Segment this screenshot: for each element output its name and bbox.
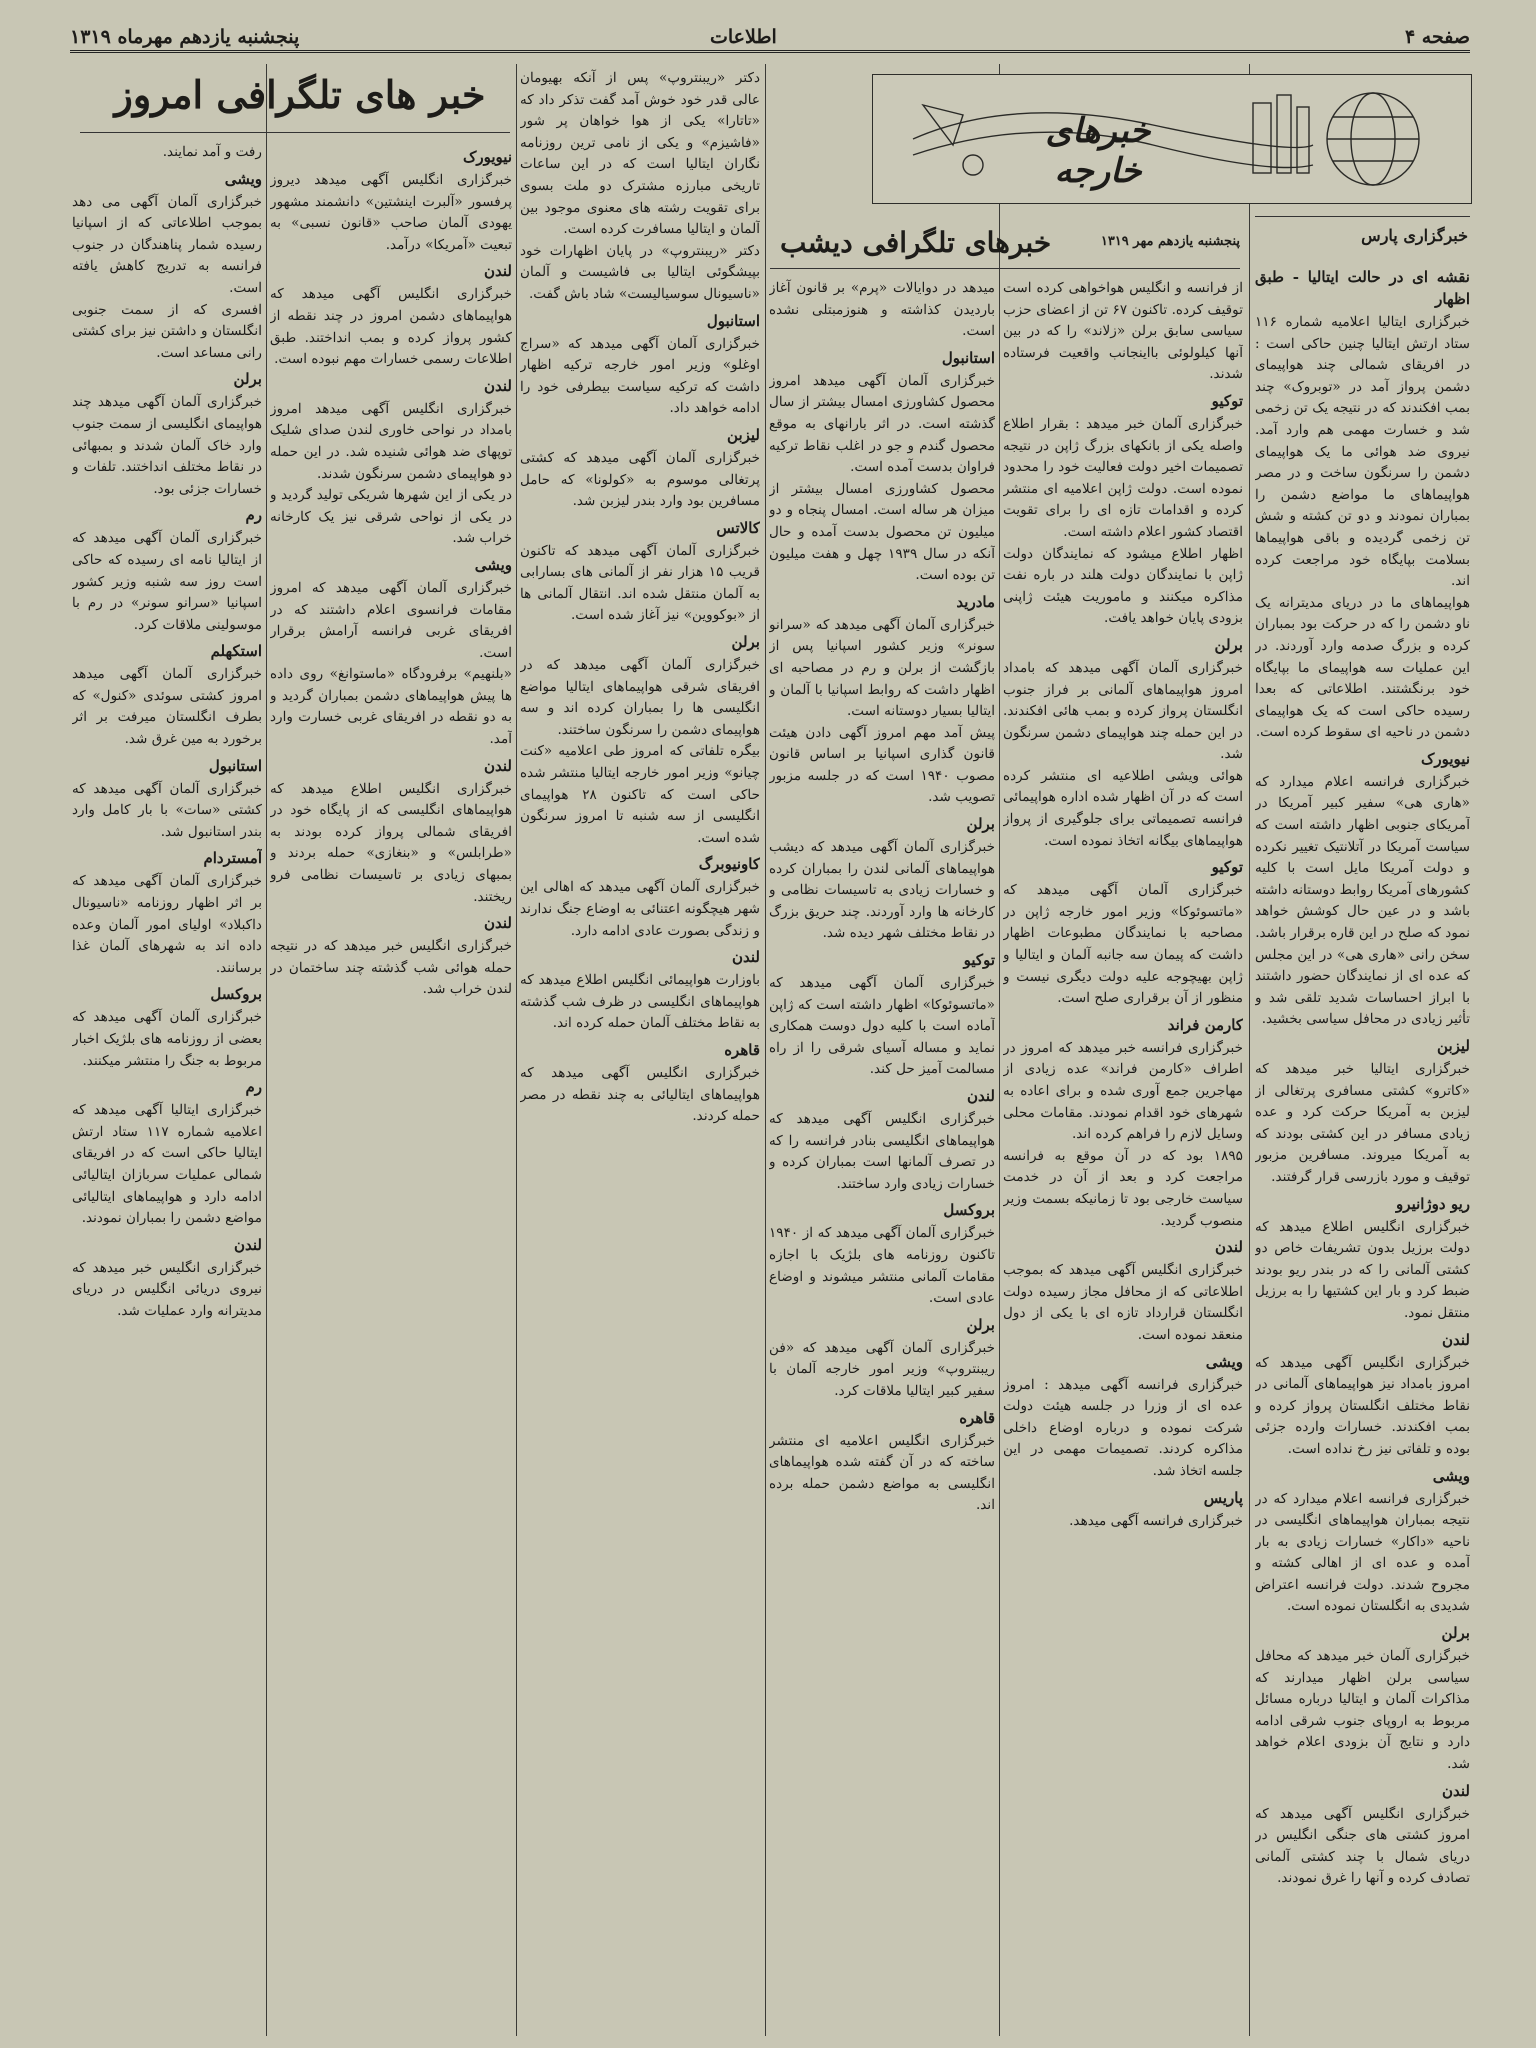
article-paragraph: خبرگزاری انگلیس آگهی میدهد که امروز کشتی های جنگی انگلیس در دریای شمال با چند کشتی آلمانی تصادف کرده و آنها را غرق نمودند.	[1255, 1805, 1470, 1887]
news-column-6	[72, 142, 262, 2028]
center-section-header	[770, 226, 1240, 266]
article-dateline: لندن	[484, 262, 512, 281]
article-dateline: لندن	[1215, 1238, 1243, 1257]
article-paragraph: خبرگزاری انگلیس اعلامیه ای منتشر ساخته که در آن گفته شده هواپیماهای انگلیسی به مواضع دشمن حمله برده اند.	[769, 1432, 995, 1514]
article-dateline: استانبول	[941, 348, 995, 367]
article-paragraph: خبرگزاری آلمان آگهی میدهد امروز محصول کشاورزی امسال بیشتر از سال گذشته است. در اثر بارانهای به موقع محصول گندم و جو در اغلب نقاط ترکیه فراوان بدست آمده است.	[769, 372, 995, 476]
column-rule	[765, 64, 766, 2036]
article-dateline: مادرید	[956, 592, 995, 611]
article-paragraph: «بلنهیم» برفرودگاه «ماستوانغ» روی داده ها پیش هواپیماهای دشمن بمباران گردید و به دو نقطه در افریقای غربی خسارت وارد آمد.	[270, 666, 512, 748]
news-column-3	[769, 278, 995, 2028]
article-paragraph: بیگره تلفاتی که امروز طی اعلامیه «کنت چیانو» وزیر امور خارجه ایتالیا منتشر شده حاکی است که تاکنون ۲۸ هواپیمای انگلیسی از سه شنبه تا امروز سرنگون شده است.	[520, 743, 760, 846]
article-paragraph: خبرگزاری ایتالیا خبر میدهد که «کاترو» کشتی مسافری پرتغالی از لیزبن به آمریکا حرکت کرد و عده زیادی مسافر در این کشتی بودند که به آمریکا میروند. مسافرین مزبور توقیف و مورد بازرسی قرار گرفتند.	[1255, 1061, 1470, 1185]
column-rule	[266, 64, 267, 2036]
article-dateline: کاونیوبرگ	[698, 855, 760, 874]
article-paragraph: میدهد در دوایالات «پرم» بر قانون آغاز باردیدن کذاشته و هنوزمبتلی نشده است.	[769, 280, 995, 340]
article-paragraph: خبرگزاری آلمان آگهی میدهد که «فن ریبنتروپ» وزیر امور خارجه آلمان با سفیر کبیر ایتالیا ملاقات کرد.	[769, 1339, 995, 1399]
divider	[770, 268, 1240, 269]
article-paragraph: خبرگزاری آلمان خبر میدهد که محافل سیاسی برلن اظهار میدارند که مذاکرات آلمان و ایتالیا درباره مسائل مربوط به اروپای جنوب شرقی ادامه دارد و نتایج آن بزودی اعلام خواهد شد.	[1255, 1648, 1470, 1773]
column-rule	[516, 64, 517, 2036]
article-dateline: کارمن فراند	[1167, 1015, 1243, 1034]
article-paragraph: خبرگزاری فرانسه اعلام میدارد که «هاری هی» سفیر کبیر آمریکا در آمریکای جنوبی اظهار داشته است که سیاست آمریکا در آتلانتیک تغییر نکرده و دولت آمریکا مایل است با کلیه کشورهای آمریکا روابط دوستانه داشته باشد و در عین حال کوشش خواهد نمود که صلح در این قاره برقرار باشد.	[1255, 773, 1470, 942]
article-paragraph: خبرگزاری انگلیس خبر میدهد که نیروی دریائی انگلیس در دریای مدیترانه وارد عملیات شد.	[72, 1259, 262, 1319]
article-paragraph: خبرگزاری آلمان آگهی میدهد که «ماتسوئوکا» وزیر امور خارجه ژاپن در مصاحبه با نمایندگان مطبوعات اظهار داشت که پیمان سه جانبه آلمان و ایتالیا و ژاپن بهیچوجه علیه دولت دیگری نیست و منظور از آن برقراری صلح است.	[1003, 882, 1243, 1007]
article-dateline: لندن	[967, 1087, 995, 1105]
article-dateline: لیزبن	[727, 425, 760, 444]
article-paragraph: خبرگزاری آلمان آگهی میدهد که کشتی «سات» با بار کامل وارد بندر استانبول شد.	[72, 780, 262, 840]
center-section-headline: خبرهای تلگرافی دیشب	[780, 226, 1052, 259]
article-dateline: برلن	[1214, 635, 1243, 654]
article-dateline: لندن	[234, 1235, 262, 1254]
article-dateline: توکیو	[963, 951, 995, 970]
foreign-news-banner	[872, 74, 1472, 204]
article-dateline: لندن	[732, 948, 760, 967]
article-paragraph: خبرگزاری آلمان آگهی میدهد که اهالی این شهر هیچگونه اعتنائی به اوضاع جنگ ندارند و زندگی بصورت عادی ادامه دارد.	[520, 879, 760, 939]
article-paragraph: خبرگزاری آلمان آگهی میدهد که تاکنون قریب ۱۵ هزار نفر از آلمانی های بسارابی به آلمان منتقل شده اند. انتقال آلمانی ها از «بوکووین» نیز آغاز شده است.	[520, 542, 760, 624]
news-column-4	[520, 68, 760, 2028]
article-dateline: برلن	[966, 1315, 995, 1334]
article-paragraph: باوزارت هواپیمائی انگلیس اطلاع میدهد که هواپیماهای انگلیسی در ظرف شب گذشته به نقاط مختلف آلمان حمله کرده اند.	[520, 972, 760, 1032]
article-dateline: قاهره	[959, 1408, 995, 1427]
article-dateline: توکیو	[1211, 391, 1243, 410]
article-dateline: لندن	[484, 914, 512, 933]
article-paragraph: خبرگزاری آلمان آگهی میدهد که از ۱۹۴۰ تاکنون روزنامه های بلژیک با اجازه مقامات آلمانی منتشر میشوند و اوضاع عادی است.	[769, 1225, 995, 1307]
article-paragraph: خبرگزاری آلمان آگهی میدهد که بعضی از روزنامه های بلژیک اخبار مربوط به جنگ را منتشر میکنند.	[72, 1009, 262, 1069]
article-paragraph: خبرگزاری آلمان آگهی میدهد که دیشب هواپیماهای آلمانی لندن را بمباران کرده و خسارات زیادی به تاسیسات نظامی و کارخانه ها وارد آوردند. چند حریق بزرگ در نقاط مختلف شهر دیده شد.	[769, 839, 995, 942]
article-paragraph: خبرگزاری آلمان آگهی میدهد که کشتی پرتغالی موسوم به «کولونا» که حامل مسافرین بود وارد بندر لیزبن شد.	[520, 449, 760, 510]
paper-name: اطلاعات	[710, 26, 777, 48]
article-dateline: ویشی	[1205, 1352, 1243, 1371]
article-paragraph: افسری که از سمت جنوبی انگلستان و داشتن نیز برای کشتی رانی مساعد است.	[72, 301, 262, 361]
news-column-5	[270, 142, 512, 2028]
article-dateline: ویشی	[224, 169, 262, 188]
article-dateline: نقشه ای در حالت ایتالیا - طبق اظهار	[1255, 268, 1470, 308]
article-paragraph: خبرگزاری انگلیس آگهی میدهد که هواپیماهای دشمن امروز در چند نقطه از کشور پرواز کرده و بمب انداختند. طبق اطلاعات رسمی خسارات مهم نبوده است.	[270, 286, 512, 368]
article-dateline: برلن	[233, 370, 262, 389]
article-paragraph: ۱۸۹۵ بود که در آن موقع به فرانسه مراجعت کرد و بعد از آن در خدمت سیاست خارجی بود تا زمانیکه بسمت وزیر منصوب گردید.	[1003, 1147, 1243, 1229]
news-column-1	[1255, 262, 1470, 2028]
article-paragraph: خبرگزاری فرانسه آگهی میدهد.	[1069, 1512, 1243, 1529]
article-dateline: بروکسل	[210, 985, 262, 1004]
article-dateline: آمستردام	[203, 849, 262, 868]
article-dateline: رم	[245, 1078, 262, 1097]
article-paragraph: خبرگزاری انگلیس اطلاع میدهد که هواپیماهای انگلیسی که از پایگاه خود در افریقای شمالی پرواز کرده بودند به «طرابلس» و «بنغازی» حمله بردند و بمبهای زیادی بر تاسیسات نظامی فرو ریختند.	[270, 780, 512, 905]
article-dateline: کالاتس	[716, 518, 760, 537]
article-paragraph: خبرگزاری انگلیس آگهی میدهد دیروز پرفسور «آلبرت اینشتین» دانشمند مشهور یهودی آلمان صاحب «قانون نسبی» به تبعیت «آمریکا» درآمد.	[270, 172, 512, 253]
article-paragraph: خبرگزاری انگلیس آگهی میدهد که بموجب اطلاعاتی که از محافل مجاز رسیده دولت انگلستان قرارداد تازه ای با یکی از دول منعقد نموده است.	[1003, 1262, 1243, 1343]
article-paragraph: رفت و آمد نمایند.	[162, 144, 262, 160]
article-paragraph: خبرگزاری آلمان آگهی میدهد که از ایتالیا نامه ای رسیده که حاکی است روز سه شنبه وزیر کشور اسپانیا «سرانو سونر» در رم با موسولینی ملاقات کرد.	[72, 530, 262, 633]
article-paragraph: خبرگزاری آلمان خبر میدهد : بقرار اطلاع واصله یکی از بانکهای بزرگ ژاپن در نتیجه تصمیمات اخیر دولت فعالیت خود را محدود نموده است. دولت ژاپن اعلامیه ای منتشر کرده و اقدامات تازه ای را برای تقویت اقتصاد کشور اعلام داشته است.	[1003, 415, 1243, 540]
masthead	[70, 26, 1470, 53]
page-number: صفحه ۴	[1404, 26, 1470, 48]
article-dateline: ویشی	[1432, 1466, 1470, 1485]
column-rule	[999, 64, 1000, 2036]
article-paragraph: خبرگزاری آلمان آگهی میدهد چند هواپیمای انگلیسی از سمت جنوب وارد خاک آلمان شدند و بمبهائی در نقاط مختلف انداختند. تلفات و خسارات جزئی بود.	[72, 394, 262, 497]
article-paragraph: خبرگزاری انگلیس اطلاع میدهد که دولت برزیل بدون تشریفات خاص دو کشتی آلمانی را که در بندر ریو بودند ضبط کرد و بار این کشتیها را به برزیل منتقل نمود.	[1255, 1218, 1470, 1321]
article-dateline: برلن	[1441, 1624, 1470, 1643]
article-paragraph: خبرگزاری فرانسه آگهی میدهد : امروز عده ای از وزرا در جلسه هیئت دولت شرکت نموده و درباره اوضاع داخلی مذاکره کردند. تصمیمات مهمی در این جلسه اتخاذ شد.	[1003, 1376, 1243, 1479]
article-paragraph: خبرگزاری انگلیس آگهی میدهد امروز بامداد در نواحی خاوری لندن صدای شلیک توپهای ضد هوائی شنیده شد. در این حمله دو هواپیمای دشمن سرنگون شدند.	[270, 400, 512, 482]
article-dateline: قاهره	[724, 1040, 760, 1059]
article-dateline: پاریس	[1203, 1488, 1243, 1507]
article-paragraph: هواپیماهای ما در دریای مدیترانه یک ناو دشمن را که در حرکت بود بمباران کرده و بزرگ صدمه وارد آوردند. در این عملیات سه هواپیمای ما بپایگاه خود برنگشتند. اطلاعاتی که بعدا رسیده حاکی است که یک هواپیمای دشمن در ناحیه ای سقوط کرده است.	[1255, 594, 1470, 741]
column-rule	[1249, 64, 1250, 2036]
article-paragraph: خبرگزاری آلمان آگهی میدهد امروز کشتی سوئدی «کنول» که بطرف انگلستان میرفت بر اثر برخورد به مین غرق شد.	[72, 666, 262, 748]
article-paragraph: در یکی از این شهرها شریکی تولید گردید و در یکی از نواحی شرقی نیز یک کارخانه خراب شد.	[270, 487, 512, 547]
banner-title: خبرهای خارجه	[1045, 111, 1151, 191]
article-dateline: لندن	[484, 376, 512, 395]
news-column-2	[1003, 278, 1243, 2028]
article-dateline: استانبول	[706, 311, 760, 330]
article-paragraph: هوائی ویشی اطلاعیه ای منتشر کرده است که در آن اظهار شده اداره هواپیمائی فرانسه تصمیماتی برای جلوگیری از پرواز هواپیماهای بیگانه اتخاذ نموده است.	[1003, 767, 1243, 849]
article-dateline: ریو دوژانیرو	[1396, 1194, 1470, 1213]
article-paragraph: خبرگزاری انگلیس آگهی میدهد که هواپیماهای انگلیسی بنادر فرانسه را که در تصرف آلمانها است بمباران کرده و خسارات زیادی وارد ساختند.	[769, 1111, 995, 1192]
article-dateline: لندن	[484, 756, 512, 775]
article-dateline: برلن	[731, 633, 760, 652]
article-dateline: نیویورک	[1420, 749, 1470, 768]
article-dateline: لندن	[1442, 1330, 1470, 1349]
article-paragraph: خبرگزاری ایتالیا آگهی میدهد که اعلامیه شماره ۱۱۷ ستاد ارتش ایتالیا حاکی است که در افریقای شمالی عملیات سربازان ایتالیائی ادامه دارد و هواپیماهای ایتالیائی مواضع دشمن را بمباران نمودند.	[72, 1102, 262, 1227]
article-paragraph: خبرگزاری آلمان آگهی میدهد که بامداد امروز هواپیماهای آلمانی بر فراز جنوب انگلستان پرواز کرده و بمب هائی افکندند. در این حمله چند هواپیمای دشمن سرنگون شد.	[1003, 659, 1243, 763]
article-paragraph: خبرگزاری انگلیس خبر میدهد که در نتیجه حمله هوائی شب گذشته چند ساختمان در لندن خراب شد.	[270, 938, 512, 998]
article-paragraph: خبرگزاری انگلیس آگهی میدهد که هواپیماهای ایتالیائی به چند نقطه در مصر حمله کردند.	[520, 1064, 760, 1125]
issue-date: پنجشنبه یازدهم مهرماه ۱۳۱۹	[70, 26, 300, 48]
article-dateline: لیزبن	[1437, 1037, 1470, 1055]
article-paragraph: خبرگزاری فرانسه اعلام میدارد که در نتیجه بمباران هواپیماهای انگلیسی در ناحیه «داکار» خسارات زیادی به بار آمده و عده ای از اهالی کشته و مجروح شدند. دولت فرانسه اعتراض شدیدی به انگلستان نموده است.	[1255, 1490, 1470, 1615]
article-paragraph: محصول کشاورزی امسال بیشتر از میزان هر ساله است. امسال پنجاه و دو میلیون تن محصول بدست آمده و حال آنکه در سال ۱۹۳۹ چهل و هفت میلیون تن بوده است.	[769, 480, 995, 584]
article-paragraph: خبرگزاری آلمان آگهی می دهد بموجب اطلاعاتی که از اسپانیا رسیده شمار پناهندگان در جنوب فرانسه به تدریج کاهش یافته است.	[72, 193, 262, 296]
article-paragraph: خبرگزاری ایتالیا اعلامیه شماره ۱۱۶ ستاد ارتش ایتالیا چنین حاکی است : در افریقای شمالی چند هواپیمای دشمن پرواز آمد در «توبروک» چند بمب افکندند که در نتیجه یک تن زخمی شد و خسارت مهمی هم وارد آمد. نیروی ضد هوائی ما یک هواپیمای دشمن را سرنگون ساخت و در مصر هواپیماهای ما مواضع دشمن را بمباران نمودند و دو تن کشته و شش تن زخمی گردیده و باقی هواپیماها بسلامت بپایگاه خود مراجعت کرده اند.	[1255, 314, 1470, 590]
article-dateline: برلن	[966, 815, 995, 834]
article-paragraph: دکتر «ریبنتروپ» در پایان اظهارات خود بپیشگوئی ایتالیا بی فاشیست و آلمان «ناسیونال سوسیالیست» شاد باش گفت.	[520, 242, 760, 302]
article-paragraph: خبرگزاری آلمان آگهی میدهد که «سراج اوغلو» وزیر امور خارجه ترکیه اظهار داشت که ترکیه سیاست بیطرفی خود را ادامه خواهد داد.	[520, 335, 760, 417]
article-dateline: استانبول	[208, 756, 262, 775]
article-paragraph: دکتر «ریبنتروپ» پس از آنکه بهیومان عالی قدر خود خوش آمد گفت تذکر داد که «تاتارا» یکی از هوا خواهان پر شور «فاشیزم» و یکی از نامی ترین روزنامه نگاران ایتالیا است که در این ساعات تاریخی مبارزه مشترک دو ملت بسوی برای تقویت رشته های معنوی موجود بین آلمان و ایتالیا مسافرت کرده است.	[520, 70, 760, 238]
article-dateline: لندن	[1442, 1781, 1470, 1800]
article-paragraph: خبرگزاری آلمان آگهی میدهد که «ماتسوئوکا» اظهار داشته است که ژاپن آماده است با کلیه دول دوست همکاری نماید و مساله آسیای شرقی را از راه مسالمت آمیز حل کند.	[769, 975, 995, 1078]
article-paragraph: خبرگزاری آلمان آگهی میدهد که «سرانو سونر» وزیر کشور اسپانیا پس از بازگشت از برلن و رم در مصاحبه ای اظهار داشت که روابط اسپانیا با آلمان و ایتالیا بسیار دوستانه است.	[769, 616, 995, 720]
left-section-headline: خبر های تلگرافی امروز	[114, 72, 486, 117]
article-paragraph: پیش آمد مهم امروز آگهی دادن هیئت قانون گذاری اسپانیا بر اساس قانون مصوب ۱۹۴۰ است که در جلسه مزبور تصویب شد.	[769, 724, 995, 806]
divider	[80, 132, 510, 133]
article-paragraph: خبرگزاری فرانسه خبر میدهد که امروز در اطراف «کارمن فراند» عده زیادی از مهاجرین جمع آوری شده و برای اعاده به شهرهای خود اقدام نمودند. مقامات محلی وسایل لازم را فراهم کرده اند.	[1003, 1039, 1243, 1143]
divider	[1255, 216, 1470, 217]
article-paragraph: خبرگزاری انگلیس آگهی میدهد که امروز بامداد نیز هواپیماهای آلمانی در نقاط مختلف انگلستان پرواز کرده و بمب افکندند. خسارات وارده جزئی بوده و تلفاتی نیز رخ نداده است.	[1255, 1354, 1470, 1457]
article-paragraph: خبرگزاری آلمان آگهی میدهد که امروز مقامات فرانسوی اعلام داشتند که در افریقای غربی فرانسه آرامش برقرار است.	[270, 579, 512, 661]
article-paragraph: خبرگزاری آلمان آگهی میدهد که بر اثر اظهار روزنامه «ناسیونال داکبلاد» اولیای امور آلمان وعده داده اند به شهرهای آلمان غذا برسانند.	[72, 873, 262, 976]
article-paragraph: اظهار اطلاع میشود که نمایندگان دولت ژاپن با نمایندگان دولت هلند در باره نفت مذاکره میکنند و ماموریت هیئت ژاپنی بزودی پایان خواهد یافت.	[1003, 545, 1243, 627]
article-dateline: استکهلم	[210, 642, 262, 661]
article-paragraph: از فرانسه و انگلیس هواخواهی کرده است توقیف کرده. تاکنون ۶۷ تن از اعضای حزب سیاسی سابق برلن «زلاند» را که در بین آنها کیلولوئی بااینجانب واقعیت فرستاده شدند.	[1003, 280, 1243, 383]
agency-label: خبرگزاری پارس	[1361, 226, 1468, 245]
article-dateline: بروکسل	[943, 1201, 995, 1220]
article-paragraph: سخن رانی «هاری هی» در این مجلس که عده ای از نمایندگان حضور داشتند با ابراز احساسات شدید تلقی شد و تأثیر زیادی در محافل سیاسی بخشید.	[1255, 946, 1470, 1028]
article-paragraph: خبرگزاری آلمان آگهی میدهد که در افریقای شرقی هواپیماهای ایتالیا مواضع انگلیسی ها را بمباران کرده اند و سه هواپیمای دشمن را سرنگون ساختند.	[520, 657, 760, 738]
article-dateline: توکیو	[1211, 858, 1243, 877]
article-dateline: ویشی	[474, 555, 512, 574]
article-dateline: رم	[245, 506, 262, 525]
article-dateline: نیویورک	[462, 148, 512, 166]
center-section-date: پنجشنبه یازدهم مهر ۱۳۱۹	[1100, 234, 1240, 249]
